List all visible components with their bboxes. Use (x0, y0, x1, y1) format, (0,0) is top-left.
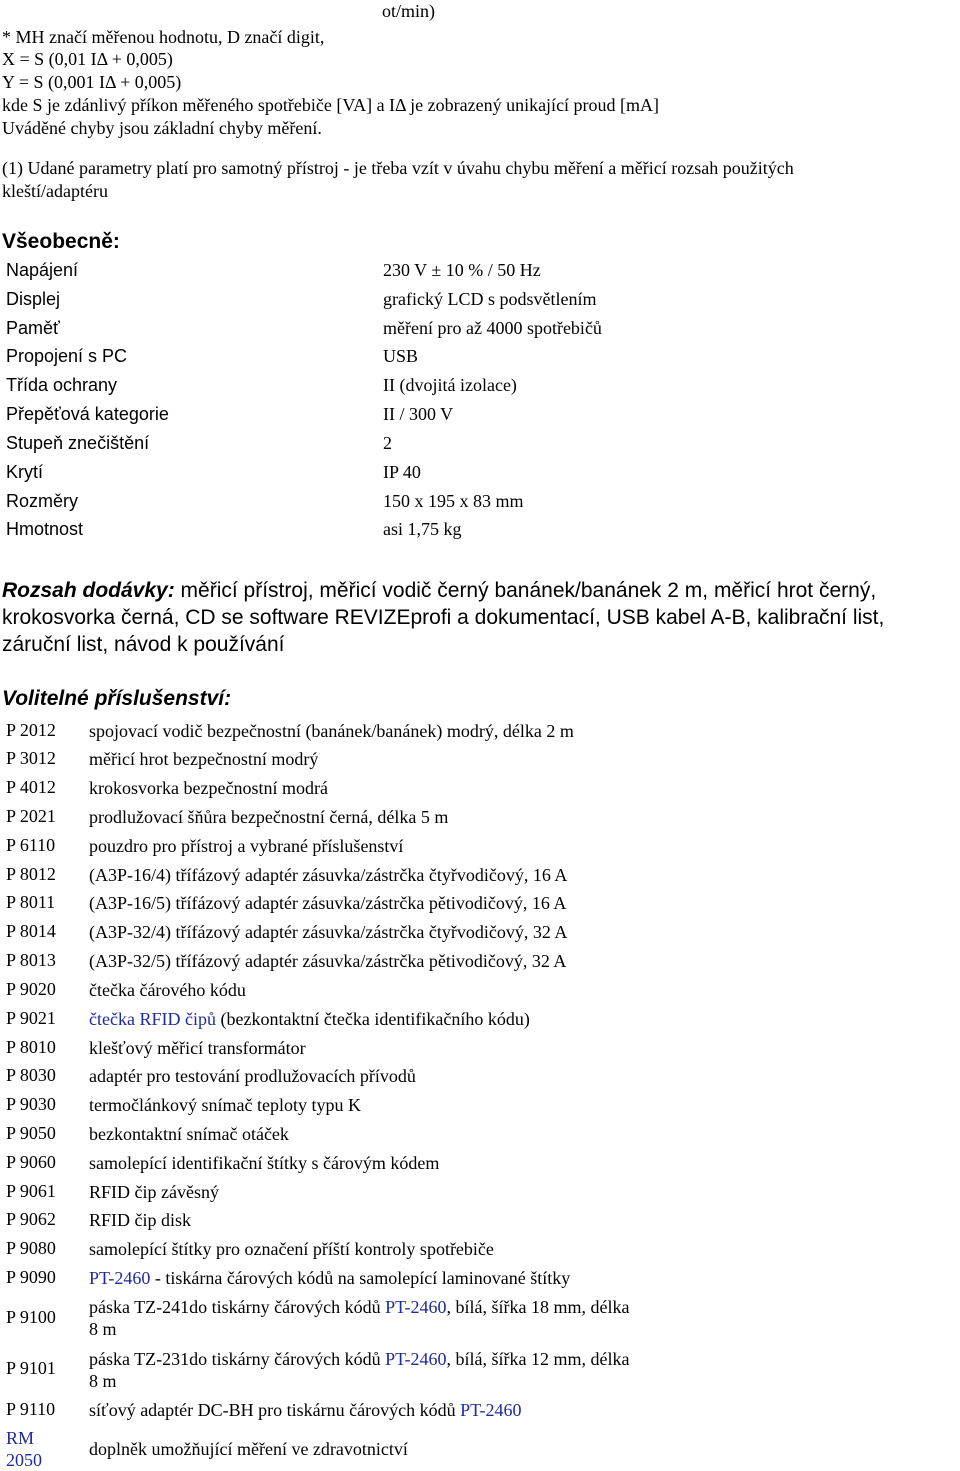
accessories-heading: Volitelné příslušenství: (2, 687, 232, 710)
accessory-code: P 9030 (6, 1094, 56, 1114)
spec-label: Rozměry (6, 491, 79, 511)
spec-label: Propojení s PC (6, 346, 128, 366)
accessory-desc: (A3P-16/5) třífázový adaptér zásuvka/zástrčka pětivodičový, 16 A (89, 893, 567, 913)
accessory-desc: samolepící identifikační štítky s čárovým kódem (89, 1153, 440, 1173)
accessory-desc-pre: páska TZ-241do tiskárny čárových kódů (89, 1297, 386, 1317)
accessory-desc-post: , bílá, šířka 12 mm, délka (446, 1349, 630, 1369)
printer-link[interactable]: PT-2460 (460, 1400, 522, 1420)
scope-line-3: záruční list, návod k používání (2, 633, 285, 656)
spec-label: Krytí (6, 462, 44, 482)
spec-value: IP 40 (383, 462, 421, 482)
accessory-code: P 9100 (6, 1307, 56, 1327)
scope-line-1 (2, 578, 876, 603)
rm2050-code-link[interactable] (6, 1427, 42, 1471)
accessory-code: P 8014 (6, 921, 56, 941)
accessory-code: P 9061 (6, 1181, 56, 1201)
spec-value: USB (383, 346, 419, 366)
scope-text-1: měřicí přístroj, měřicí vodič černý banánek/banánek 2 m, měřicí hrot černý, (174, 579, 877, 602)
accessory-code: P 6110 (6, 835, 56, 855)
accessory-desc: krokosvorka bezpečnostní modrá (89, 778, 328, 798)
printer-link[interactable]: PT-2460 (385, 1297, 447, 1317)
accessory-desc-pre: páska TZ-231do tiskárny čárových kódů (89, 1349, 386, 1369)
accessory-desc (89, 1008, 530, 1030)
accessory-code: P 8013 (6, 950, 56, 970)
accessory-desc (89, 1296, 629, 1318)
accessory-code: P 9021 (6, 1008, 56, 1028)
spec-label: Napájení (6, 260, 79, 280)
scope-label: Rozsah dodávky: (2, 579, 175, 602)
accessory-desc: adaptér pro testování prodlužovacích přívodů (89, 1066, 416, 1086)
accessory-desc-line-2: 8 m (89, 1371, 117, 1391)
accessory-code: P 9080 (6, 1238, 56, 1258)
accessory-desc (89, 1348, 629, 1370)
accessory-desc: čtečka čárového kódu (89, 980, 246, 1000)
accessory-desc: prodlužovací šňůra bezpečnostní černá, délka 5 m (89, 807, 449, 827)
accessory-code: P 8010 (6, 1037, 56, 1057)
accessory-code: P 9020 (6, 979, 56, 999)
accessory-desc-rest: (bezkontaktní čtečka identifikačního kódu) (215, 1009, 530, 1029)
accessory-desc: (A3P-32/4) třífázový adaptér zásuvka/zástrčka čtyřvodičový, 32 A (89, 922, 568, 942)
accessory-desc: bezkontaktní snímač otáček (89, 1124, 289, 1144)
spec-value: 2 (383, 433, 392, 453)
note-line-1: * MH značí měřenou hodnotu, D značí digit, (2, 27, 325, 47)
note-line-5: Uváděné chyby jsou základní chyby měření. (2, 118, 322, 138)
accessory-desc: RFID čip disk (89, 1210, 192, 1230)
accessory-code: P 2021 (6, 806, 56, 826)
general-heading: Všeobecně: (2, 230, 120, 253)
accessory-desc: klešťový měřicí transformátor (89, 1038, 306, 1058)
accessory-desc (89, 1267, 570, 1289)
scope-line-2: krokosvorka černá, CD se software REVIZEprofi a dokumentací, USB kabel A-B, kalibrační list, (2, 606, 885, 629)
accessory-desc: (A3P-32/5) třífázový adaptér zásuvka/zástrčka pětivodičový, 32 A (89, 951, 567, 971)
spec-label: Hmotnost (6, 519, 84, 539)
spec-label: Třída ochrany (6, 375, 118, 395)
rm2050-code-line-1: RM (6, 1428, 35, 1448)
accessory-code: P 8011 (6, 892, 56, 912)
spec-value: měření pro až 4000 spotřebičů (383, 318, 602, 338)
spec-label: Stupeň znečištění (6, 433, 150, 453)
spec-value: II (dvojitá izolace) (383, 375, 517, 395)
accessory-desc: pouzdro pro přístroj a vybrané příslušenství (89, 836, 404, 856)
printer-link[interactable]: PT-2460 (385, 1349, 447, 1369)
footnote-line-1: (1) Udané parametry platí pro samotný přístroj - je třeba vzít v úvahu chybu měření a měřicí rozsah použitých (2, 158, 794, 178)
accessory-code: P 9110 (6, 1399, 56, 1419)
accessory-code: P 9050 (6, 1123, 56, 1143)
accessory-code: P 9101 (6, 1358, 56, 1378)
footnote-line-2: kleští/adaptéru (2, 181, 108, 201)
spec-label: Přepěťová kategorie (6, 404, 169, 424)
accessory-desc: měřicí hrot bezpečnostní modrý (89, 749, 319, 769)
accessory-desc: (A3P-16/4) třífázový adaptér zásuvka/zástrčka čtyřvodičový, 16 A (89, 865, 568, 885)
top-fragment-text: ot/min) (382, 1, 435, 21)
rm2050-code-line-2: 2050 (6, 1450, 42, 1470)
accessory-desc-line-2: 8 m (89, 1319, 117, 1339)
accessory-code: P 8012 (6, 864, 56, 884)
note-line-4: kde S je zdánlivý příkon měřeného spotřebiče [VA] a IΔ je zobrazený unikající proud [mA] (2, 95, 660, 115)
accessory-code: P 9062 (6, 1209, 56, 1229)
rfid-reader-link[interactable]: čtečka RFID čipů (89, 1009, 216, 1029)
spec-value: 150 x 195 x 83 mm (383, 491, 524, 511)
spec-value: asi 1,75 kg (383, 519, 462, 539)
accessory-desc: samolepící štítky pro označení příští kontroly spotřebiče (89, 1239, 494, 1259)
accessory-desc-post: , bílá, šířka 18 mm, délka (446, 1297, 630, 1317)
spec-value: II / 300 V (383, 404, 454, 424)
accessory-code: P 9060 (6, 1152, 56, 1172)
accessory-code: P 4012 (6, 777, 56, 797)
spec-label: Paměť (6, 318, 60, 338)
accessory-code: P 3012 (6, 748, 56, 768)
accessory-code: P 8030 (6, 1065, 56, 1085)
note-line-2: X = S (0,01 IΔ + 0,005) (2, 49, 173, 69)
note-line-3: Y = S (0,001 IΔ + 0,005) (2, 72, 182, 92)
accessory-code: P 9090 (6, 1267, 56, 1287)
accessory-desc-rest: - tiskárna čárových kódů na samolepící laminované štítky (150, 1268, 571, 1288)
printer-link[interactable]: PT-2460 (89, 1268, 151, 1288)
accessory-desc: doplněk umožňující měření ve zdravotnictví (89, 1439, 408, 1459)
accessory-code: P 2012 (6, 720, 56, 740)
accessory-desc: termočlánkový snímač teploty typu K (89, 1095, 361, 1115)
accessory-desc (89, 1399, 521, 1421)
spec-value: 230 V ± 10 % / 50 Hz (383, 260, 541, 280)
accessory-desc-pre: síťový adaptér DC-BH pro tiskárnu čárových kódů (89, 1400, 461, 1420)
accessory-desc: spojovací vodič bezpečnostní (banánek/banánek) modrý, délka 2 m (89, 721, 574, 741)
spec-value: grafický LCD s podsvětlením (383, 289, 597, 309)
accessory-desc: RFID čip závěsný (89, 1182, 219, 1202)
spec-label: Displej (6, 289, 61, 309)
